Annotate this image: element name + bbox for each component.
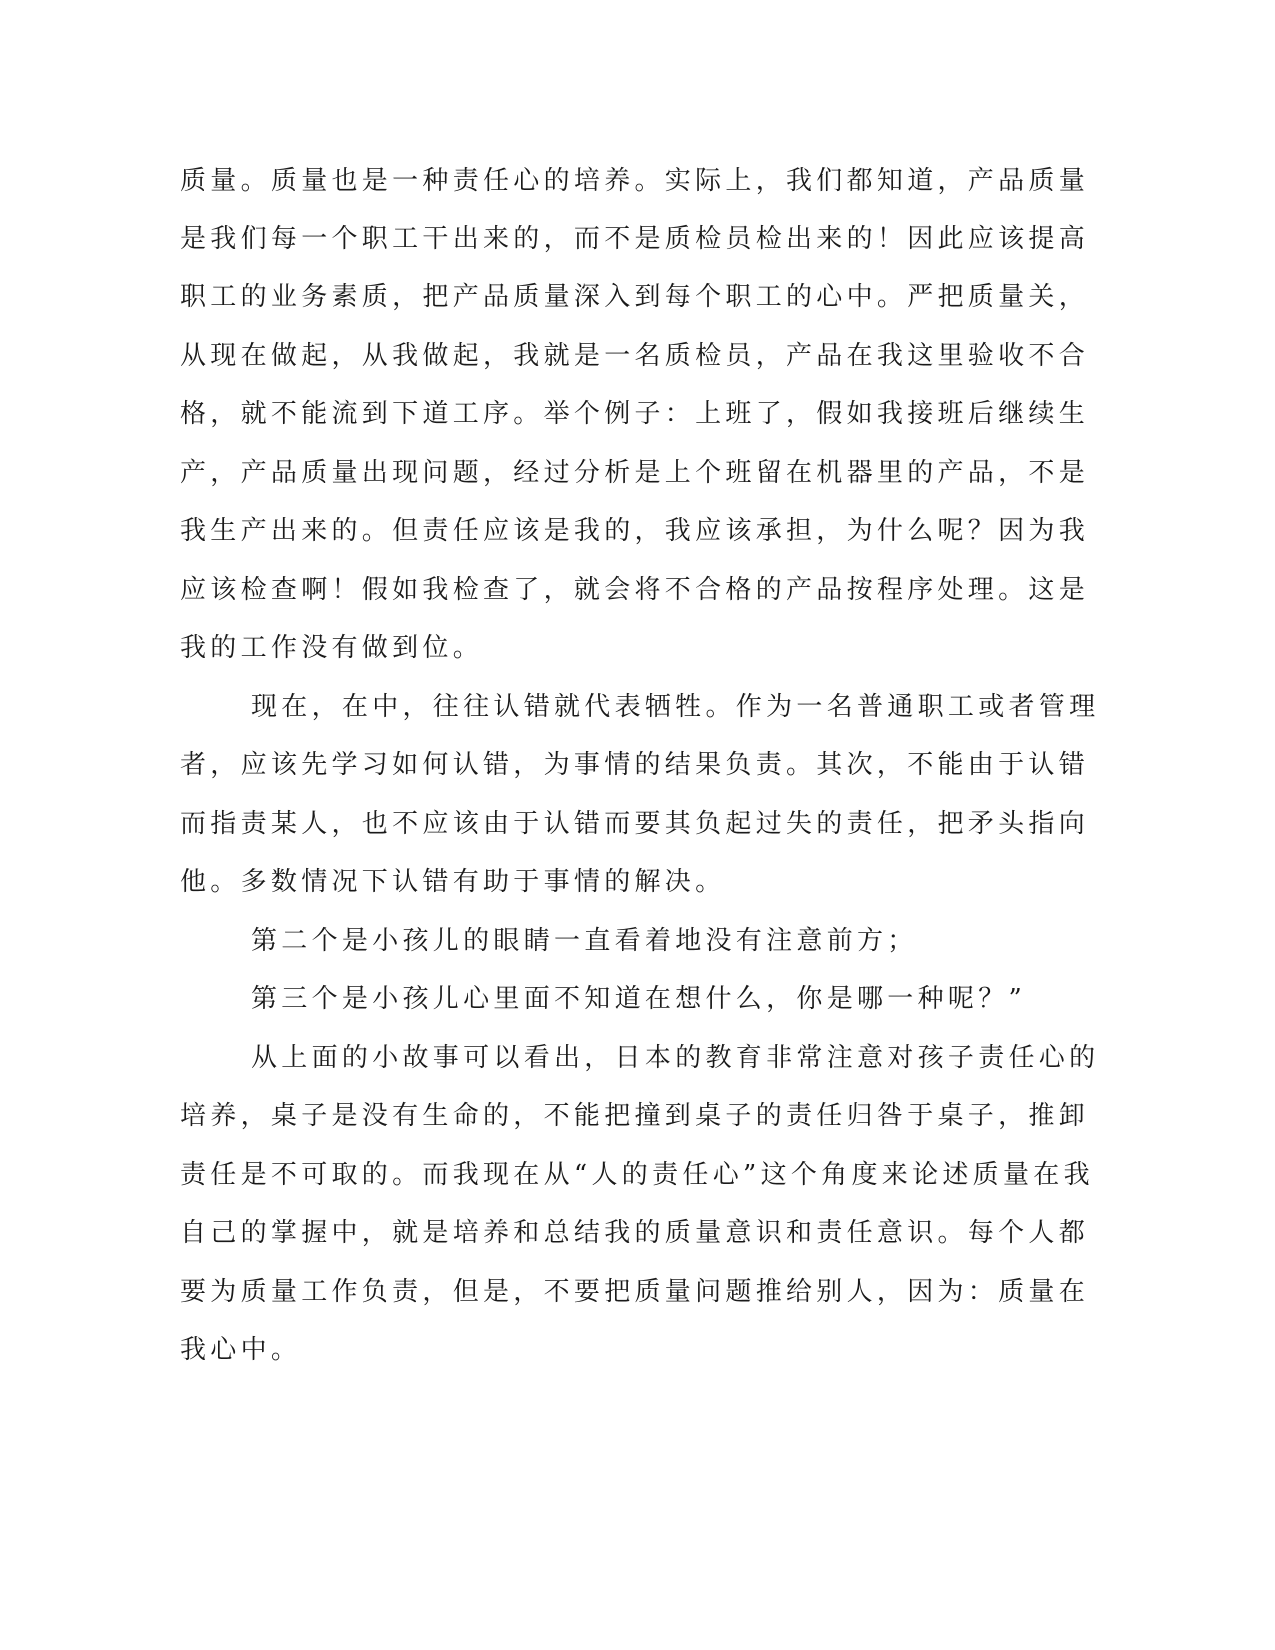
text-line: 责任是不可取的。而我现在从“人的责任心”这个角度来论述质量在我 <box>180 1160 1094 1190</box>
text-line: 格，就不能流到下道工序。举个例子：上班了，假如我接班后继续生 <box>180 399 1090 429</box>
paragraph-first-line: 现在，在中，往往认错就代表牺牲。作为一名普通职工或者管理 <box>251 692 1100 722</box>
paragraph-first-line: 从上面的小故事可以看出，日本的教育非常注意对孩子责任心的 <box>251 1043 1100 1073</box>
text-line: 职工的业务素质，把产品质量深入到每个职工的心中。严把质量关， <box>180 282 1090 312</box>
text-line: 要为质量工作负责，但是，不要把质量问题推给别人，因为：质量在 <box>180 1277 1090 1307</box>
text-line: 我心中。 <box>180 1335 302 1365</box>
text-line: 培养，桌子是没有生命的，不能把撞到桌子的责任归咎于桌子，推卸 <box>180 1101 1090 1131</box>
text-line: 我的工作没有做到位。 <box>180 633 484 663</box>
text-line: 质量。质量也是一种责任心的培养。实际上，我们都知道，产品质量 <box>180 166 1090 196</box>
paragraph-first-line: 第二个是小孩儿的眼睛一直看着地没有注意前方； <box>251 926 918 956</box>
text-line: 而指责某人，也不应该由于认错而要其负起过失的责任，把矛头指向 <box>180 809 1090 839</box>
text-line: 应该检查啊！假如我检查了，就会将不合格的产品按程序处理。这是 <box>180 575 1090 605</box>
text-line: 者，应该先学习如何认错，为事情的结果负责。其次，不能由于认错 <box>180 750 1090 780</box>
text-line: 自己的掌握中，就是培养和总结我的质量意识和责任意识。每个人都 <box>180 1218 1090 1248</box>
text-line: 我生产出来的。但责任应该是我的，我应该承担，为什么呢？因为我 <box>180 516 1090 546</box>
text-line: 产，产品质量出现问题，经过分析是上个班留在机器里的产品，不是 <box>180 458 1090 488</box>
paragraph-first-line: 第三个是小孩儿心里面不知道在想什么，你是哪一种呢？” <box>251 984 1027 1014</box>
text-line: 是我们每一个职工干出来的，而不是质检员检出来的！因此应该提高 <box>180 224 1090 254</box>
text-line: 从现在做起，从我做起，我就是一名质检员，产品在我这里验收不合 <box>180 341 1090 371</box>
text-line: 他。多数情况下认错有助于事情的解决。 <box>180 867 726 897</box>
